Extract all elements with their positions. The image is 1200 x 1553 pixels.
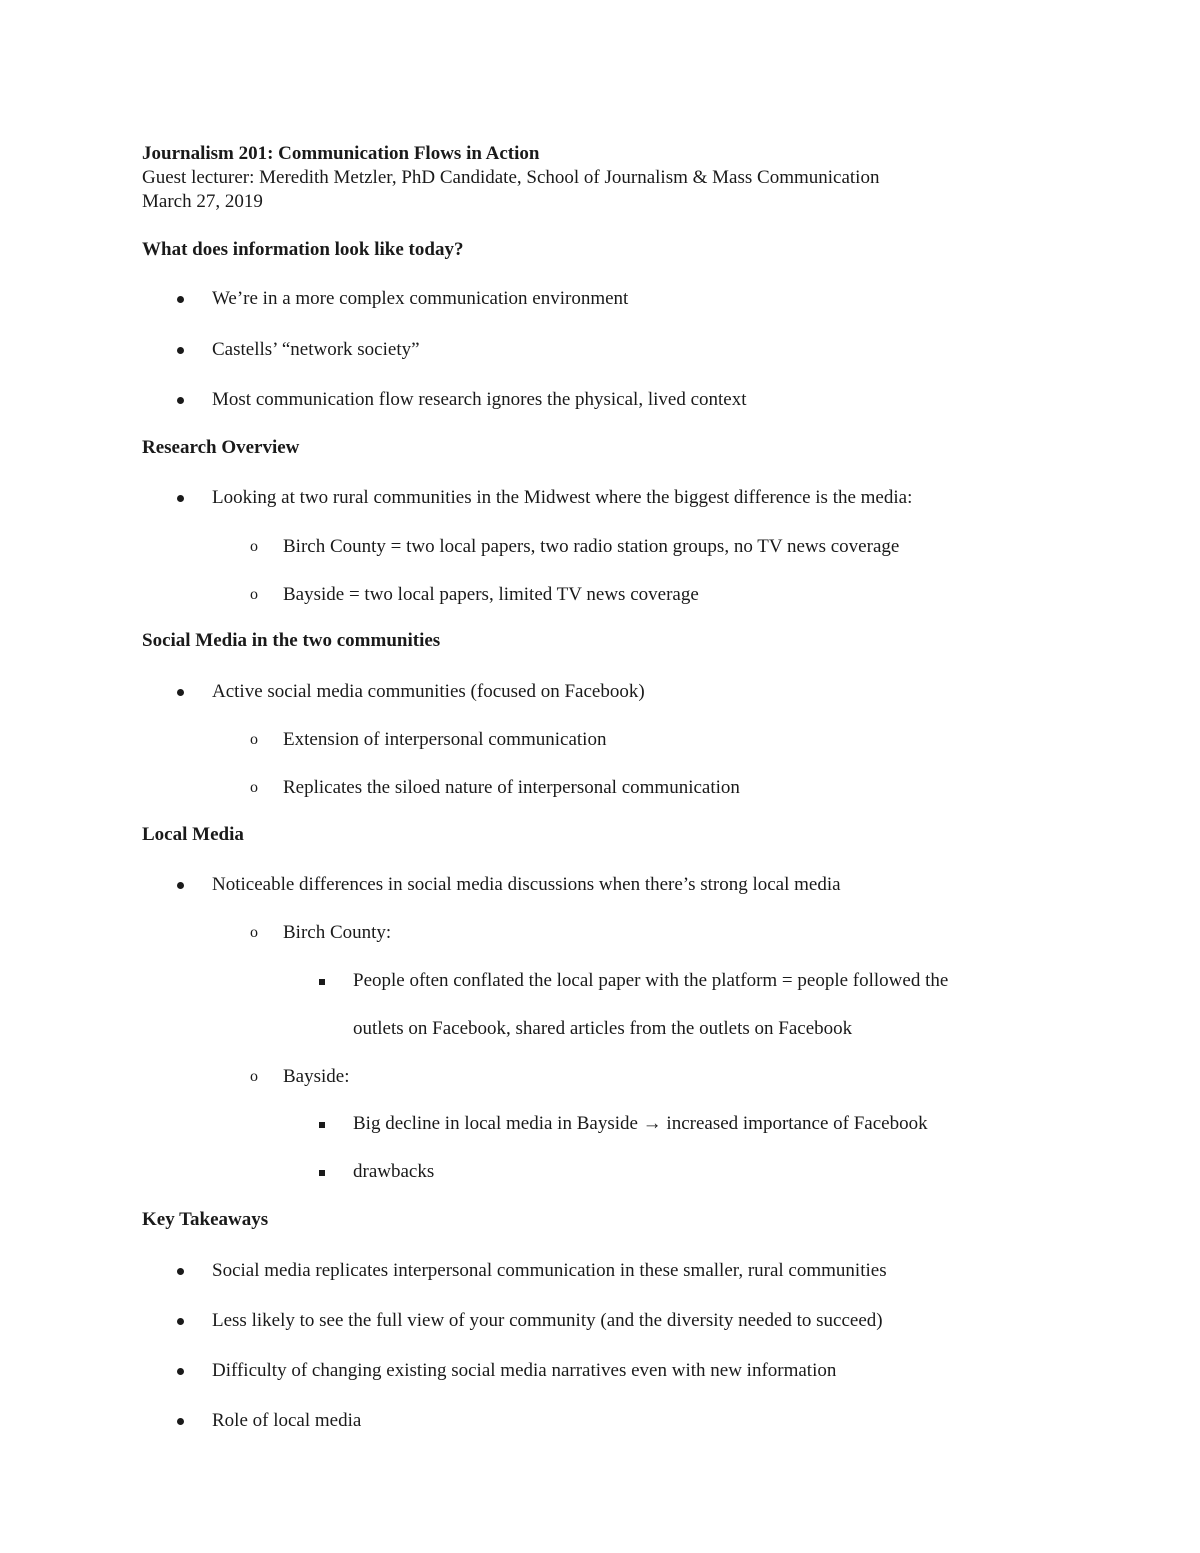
circle-bullet-icon: o: [250, 731, 258, 748]
sub-list-item: Replicates the siloed nature of interpersonal communication: [283, 777, 740, 798]
circle-bullet-icon: o: [250, 924, 258, 941]
sub-sub-list-item: People often conflated the local paper with the platform = people followed the: [353, 970, 949, 991]
list-item: Noticeable differences in social media discussions when there’s strong local media: [212, 874, 841, 895]
bullet-icon: [175, 287, 185, 311]
bullet-icon: [175, 1409, 185, 1433]
list-item: Active social media communities (focused on Facebook): [212, 681, 645, 702]
date-line: March 27, 2019: [142, 191, 263, 212]
square-bullet-icon: [317, 1160, 327, 1184]
bullet-icon: [175, 1359, 185, 1383]
circle-bullet-icon: o: [250, 586, 258, 603]
sub-sub-list-item: drawbacks: [353, 1161, 435, 1182]
sub-list-item: Bayside:: [283, 1066, 350, 1087]
lecturer-line: Guest lecturer: Meredith Metzler, PhD Candidate, School of Journalism & Mass Communication: [142, 167, 880, 188]
list-item: We’re in a more complex communication environment: [212, 288, 629, 309]
square-bullet-icon: [317, 1112, 327, 1136]
bullet-icon: [175, 1259, 185, 1283]
list-item: Less likely to see the full view of your community (and the diversity needed to succeed): [212, 1310, 883, 1331]
bullet-icon: [175, 388, 185, 412]
circle-bullet-icon: o: [250, 1068, 258, 1085]
sub-sub-list-item-continuation: outlets on Facebook, shared articles from the outlets on Facebook: [353, 1018, 853, 1039]
section-heading: Key Takeaways: [142, 1209, 269, 1230]
list-item: Most communication flow research ignores the physical, lived context: [212, 389, 747, 410]
list-item: Role of local media: [212, 1410, 362, 1431]
list-item: Castells’ “network society”: [212, 339, 420, 360]
bullet-icon: [175, 338, 185, 362]
sub-list-item: Birch County:: [283, 922, 392, 943]
sub-list-item: Bayside = two local papers, limited TV news coverage: [283, 584, 699, 605]
section-heading: Local Media: [142, 824, 244, 845]
list-item: Looking at two rural communities in the Midwest where the biggest difference is the media:: [212, 487, 913, 508]
section-heading: What does information look like today?: [142, 239, 464, 260]
list-item: Difficulty of changing existing social media narratives even with new information: [212, 1360, 837, 1381]
list-item: Social media replicates interpersonal communication in these smaller, rural communities: [212, 1260, 887, 1281]
section-heading: Social Media in the two communities: [142, 630, 441, 651]
bullet-icon: [175, 486, 185, 510]
sub-list-item: Birch County = two local papers, two radio station groups, no TV news coverage: [283, 536, 900, 557]
bullet-icon: [175, 1309, 185, 1333]
sub-list-item: Extension of interpersonal communication: [283, 729, 607, 750]
circle-bullet-icon: o: [250, 538, 258, 555]
bullet-icon: [175, 680, 185, 704]
circle-bullet-icon: o: [250, 779, 258, 796]
section-heading: Research Overview: [142, 437, 300, 458]
bullet-icon: [175, 873, 185, 897]
document-title: Journalism 201: Communication Flows in Action: [142, 143, 540, 164]
square-bullet-icon: [317, 969, 327, 993]
sub-sub-list-item: Big decline in local media in Bayside → increased importance of Facebook: [353, 1113, 928, 1134]
